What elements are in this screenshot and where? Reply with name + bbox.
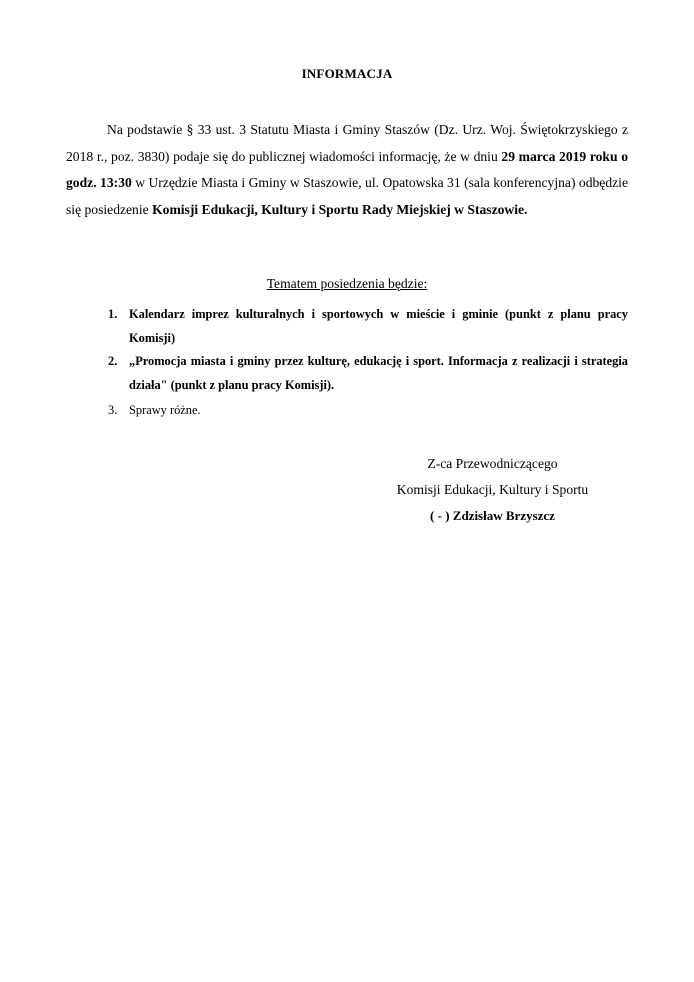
announcement-paragraph: [66, 117, 628, 223]
list-item-number: 3.: [108, 403, 118, 417]
document-title: INFORMACJA: [301, 66, 393, 81]
list-item-text: „Promocja miasta i gminy przez kulturę, edukację i sport. Informacja z realizacji i strategia działa" (punkt z planu pracy Komisji).: [129, 354, 628, 392]
committee-name: Komisji Edukacji, Kultury i Sportu Rady Miejskiej w Staszowie.: [152, 201, 528, 217]
list-item: [108, 303, 628, 350]
paragraph-text-2: w Urzędzie Miasta i Gminy w Staszowie, ul. Opatowska 31 (sala konferencyjna) odbędzie się posiedzenie: [66, 175, 628, 217]
list-item-text: Sprawy różne.: [129, 403, 201, 417]
topics-list: [108, 303, 628, 423]
signature-role: Z-ca Przewodniczącego: [427, 456, 558, 471]
paragraph-text-1: Na podstawie § 33 ust. 3 Statutu Miasta i Gminy Staszów (Dz. Urz. Woj. Świętokrzyskiego z 2018 r., poz. 3830) podaje się do publicznej wiadomości informację, że w dniu: [66, 122, 628, 164]
list-item-number: 1.: [108, 307, 118, 321]
signature-committee: Komisji Edukacji, Kultury i Sportu: [396, 482, 589, 497]
topics-heading: Tematem posiedzenia będzie:: [266, 276, 428, 291]
list-item-text: Kalendarz imprez kulturalnych i sportowych w mieście i gminie (punkt z planu pracy Komisji): [129, 307, 628, 345]
list-item: [108, 399, 628, 423]
meeting-date: 29 marca 2019 roku o godz. 13:30: [66, 148, 628, 190]
signature-block: [360, 451, 625, 529]
list-item: [108, 350, 628, 397]
list-item-number: 2.: [108, 354, 118, 368]
signature-name: ( - ) Zdzisław Brzyszcz: [430, 508, 555, 523]
